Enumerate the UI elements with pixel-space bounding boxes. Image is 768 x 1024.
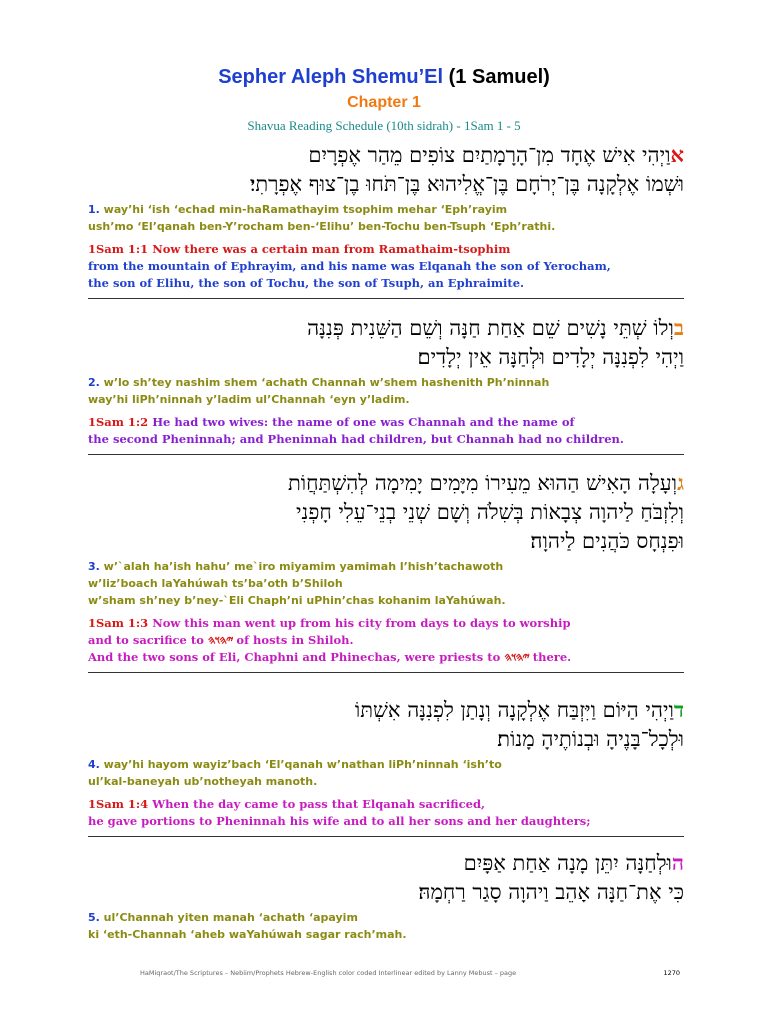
- english-line: the second Pheninnah; and Pheninnah had children, but Channah had no children.: [88, 432, 624, 446]
- verse-number: 3.: [88, 560, 100, 573]
- page-footer: [140, 969, 680, 977]
- english-segment: and to sacrifice to: [88, 633, 208, 647]
- hebrew-line: וּפִנְחָס כֹּהֲנִים לַיהוָה׃: [530, 529, 684, 553]
- verse-letter: ג: [677, 470, 684, 495]
- verse-number: 2.: [88, 376, 100, 389]
- verse-number: 4.: [88, 758, 100, 771]
- translit-line: w’liz’boach laYahúwah ts’ba’oth b’Shiloh: [88, 577, 343, 590]
- english-line: from the mountain of Ephrayim, and his name was Elqanah the son of Yerocham,: [88, 259, 611, 273]
- hebrew-text: וְלוֹ שְׁתֵּי נָשִׁים שֵׁם אַחַת חַנָּה וְשֵׁם הַשֵּׁנִית פְּנִנָּה: [307, 316, 674, 340]
- verse-reference: 1Sam 1:1: [88, 242, 149, 256]
- divine-name: 𐤉𐤄𐤅𐤄: [207, 633, 233, 647]
- translit-line: way’hi hayom wayiz’bach ‘El’qanah w’nathan liPh’ninnah ‘ish’to: [99, 758, 502, 771]
- english-line: When the day came to pass that Elqanah sacrificed,: [148, 797, 486, 811]
- english-line: he gave portions to Pheninnah his wife and to all her sons and her daughters;: [88, 814, 591, 828]
- translit-line: ush’mo ‘El’qanah ben-Y’rocham ben-‘Elihu’ ben-Tochu ben-Tsuph ‘Eph’rathi.: [88, 220, 556, 233]
- english-translation: [88, 414, 688, 448]
- book-title: [0, 66, 768, 89]
- page-number: 1270: [663, 969, 680, 977]
- divider: [88, 672, 684, 673]
- hebrew-text: וּלְחַנָּה יִתֵּן מָנָה אַחַת אַפָּיִם: [463, 851, 672, 875]
- verse-letter: ב: [673, 315, 684, 340]
- english-line: He had two wives: the name of one was Channah and the name of: [148, 415, 575, 429]
- translit-line: w’lo sh’tey nashim shem ‘achath Channah w’shem hashenith Ph’ninnah: [99, 376, 550, 389]
- translit-line: w’`alah ha’ish hahu’ me`iro miyamim yamimah l’hish’tachawoth: [99, 560, 504, 573]
- verse-reference: 1Sam 1:4: [88, 797, 149, 811]
- translit-line: ul’Channah yiten manah ‘achath ‘apayim: [99, 911, 358, 924]
- verse-reference: 1Sam 1:3: [88, 616, 149, 630]
- verse-number: 5.: [88, 911, 100, 924]
- hebrew-line: [88, 695, 684, 725]
- verse-4: [88, 695, 688, 837]
- english-segment: And the two sons of Eli, Chaphni and Phinechas, were priests to: [88, 650, 505, 664]
- hebrew-line: וּלְכָל־בָּנֶיהָ וּבְנוֹתֶיהָ מָנוֹת׃: [497, 727, 684, 751]
- transliteration: [88, 909, 688, 943]
- english-translation: [88, 241, 688, 292]
- transliteration: [88, 558, 688, 609]
- hebrew-line: וַיְהִי לִפְנִנָּה יְלָדִים וּלְחַנָּה אֵין יְלָדִים׃: [417, 345, 684, 369]
- transliteration: [88, 201, 688, 235]
- reading-schedule: Shavua Reading Schedule (10th sidrah) - 1Sam 1 - 5: [247, 118, 521, 133]
- hebrew-line: וְלִזְבֹּחַ לַיהוָה צְבָאוֹת בְּשִׁלֹה וְשָׁם שְׁנֵי בְנֵי־עֵלִי חָפְנִי: [295, 500, 684, 524]
- english-line: Now there was a certain man from Ramathaim-tsophim: [148, 242, 511, 256]
- translit-line: w’sham sh’ney b’ney-`Eli Chaph’ni uPhin’chas kohanim laYahúwah.: [88, 594, 506, 607]
- english-translation: [88, 615, 688, 666]
- verse-letter: ד: [673, 697, 684, 722]
- english-line: [88, 632, 688, 649]
- hebrew-line: [88, 140, 684, 170]
- hebrew-line: [88, 468, 684, 498]
- transliteration: [88, 756, 688, 790]
- verse-2: [88, 313, 688, 455]
- english-segment: there.: [528, 650, 572, 664]
- verse-3: [88, 468, 688, 673]
- verse-letter: א: [670, 142, 684, 167]
- translit-line: way’hi liPh’ninnah y’ladim ul’Channah ‘eyn y’ladim.: [88, 393, 410, 406]
- english-line: Now this man went up from his city from days to days to worship: [148, 616, 571, 630]
- divider: [88, 298, 684, 299]
- book-title-paren: (1 Samuel): [448, 66, 550, 88]
- english-line: [88, 649, 688, 666]
- divider: [88, 836, 684, 837]
- verse-number: 1.: [88, 203, 100, 216]
- hebrew-line: [88, 313, 684, 343]
- transliteration: [88, 374, 688, 408]
- hebrew-line: [88, 848, 684, 878]
- footer-text: HaMiqraot/The Scriptures – Nebiim/Prophets Hebrew-English color coded Interlinear edited by Lanny Mebust – page: [140, 969, 517, 977]
- chapter-heading: Chapter 1: [347, 94, 421, 111]
- verse-5: [88, 848, 688, 943]
- divider: [88, 454, 684, 455]
- translit-line: ki ‘eth-Channah ‘aheb waYahúwah sagar rach’mah.: [88, 928, 407, 941]
- hebrew-text: וַיְהִי הַיּוֹם וַיִּזְבַּח אֶלְקָנָה וְנָתַן לִפְנִנָּה אִשְׁתּוֹ: [354, 698, 674, 722]
- verse-letter: ה: [671, 850, 684, 875]
- hebrew-line: כִּי אֶת־חַנָּה אָהֵב וַיהוָה סָגַר רַחְמָהּ׃: [418, 880, 684, 904]
- hebrew-text: וְעָלָה הָאִישׁ הַהוּא מֵעִירוֹ מִיָּמִים יָמִימָה לְהִשְׁתַּחֲוֹת: [287, 471, 678, 495]
- english-line: the son of Elihu, the son of Tochu, the son of Tsuph, an Ephraimite.: [88, 276, 525, 290]
- hebrew-text: וַיְהִי אִישׁ אֶחָד מִן־הָרָמָתַיִם צוֹפִים מֵהַר אֶפְרָיִם: [308, 143, 671, 167]
- english-translation: [88, 796, 688, 830]
- verse-reference: 1Sam 1:2: [88, 415, 149, 429]
- translit-line: way’hi ‘ish ‘echad min-haRamathayim tsophim mehar ‘Eph’rayim: [99, 203, 508, 216]
- english-segment: of hosts in Shiloh.: [232, 633, 354, 647]
- translit-line: ul’kal-baneyah ub’notheyah manoth.: [88, 775, 318, 788]
- hebrew-line: וּשְׁמוֹ אֶלְקָנָה בֶּן־יְרֹחָם בֶּן־אֱלִיהוּא בֶּן־תֹּחוּ בֶן־צוּף אֶפְרָתִי׃: [249, 172, 684, 196]
- book-title-main: Sepher Aleph Shemu’El: [218, 66, 444, 88]
- divine-name: 𐤉𐤄𐤅𐤄: [504, 650, 529, 664]
- verse-1: [88, 140, 688, 299]
